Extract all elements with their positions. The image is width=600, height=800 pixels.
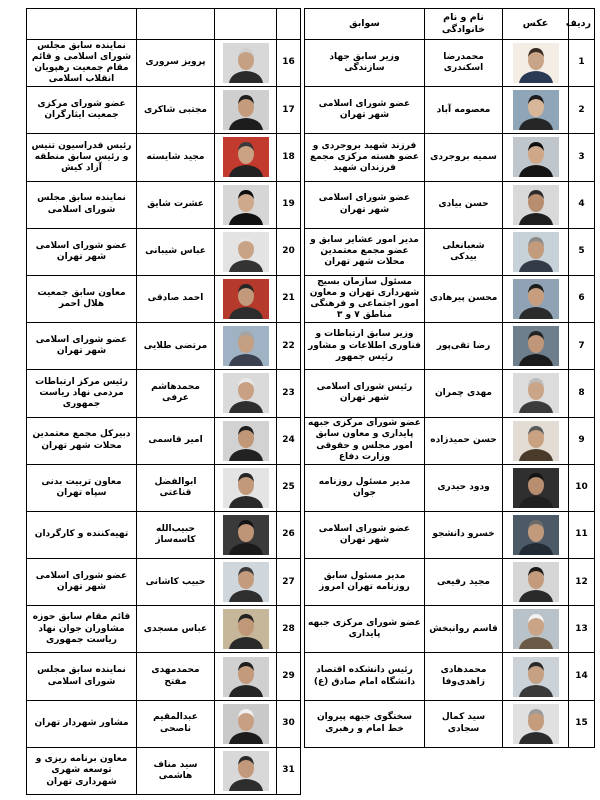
candidate-name: مرتضی طلایی	[137, 323, 215, 370]
table-row	[27, 323, 301, 370]
candidate-record: نماینده سابق مجلس شورای اسلامی	[27, 653, 137, 700]
row-number: 17	[277, 87, 301, 134]
row-number: 11	[569, 511, 595, 558]
table-row	[305, 559, 595, 606]
table-row	[305, 606, 595, 653]
portrait-photo	[513, 609, 559, 649]
portrait-photo	[223, 657, 269, 697]
row-number: 20	[277, 228, 301, 275]
candidate-record: عضو شورای اسلامی شهر تهران	[27, 228, 137, 275]
candidate-name: پرویز سروری	[137, 40, 215, 87]
table-row	[27, 181, 301, 228]
candidate-name: عبدالمقیم ناصحی	[137, 700, 215, 747]
row-number: 4	[569, 181, 595, 228]
table-row	[305, 87, 595, 134]
table-row	[27, 747, 301, 794]
photo-cell	[503, 559, 569, 606]
row-number: 31	[277, 747, 301, 794]
candidate-name: حبیب کاشانی	[137, 559, 215, 606]
candidate-name: عباس شیبانی	[137, 228, 215, 275]
photo-cell	[215, 323, 277, 370]
photo-cell	[215, 464, 277, 511]
candidate-name: عشرت شایق	[137, 181, 215, 228]
candidate-table-right	[304, 8, 595, 748]
table-row	[27, 606, 301, 653]
table-header-row	[305, 9, 595, 40]
photo-cell	[503, 511, 569, 558]
portrait-photo	[223, 562, 269, 602]
portrait-photo	[513, 515, 559, 555]
row-number: 19	[277, 181, 301, 228]
row-number: 23	[277, 370, 301, 417]
portrait-photo	[513, 232, 559, 272]
table-row	[27, 417, 301, 464]
candidate-record: عضو شورای اسلامی شهر تهران	[305, 181, 425, 228]
photo-cell	[215, 275, 277, 322]
photo-cell	[503, 606, 569, 653]
candidate-name: رضا تقی‌پور	[425, 323, 503, 370]
candidate-record: رئیس شورای اسلامی شهر تهران	[305, 370, 425, 417]
candidate-record: رئیس مرکز ارتباطات مردمی نهاد ریاست جمهوری	[27, 370, 137, 417]
row-number: 9	[569, 417, 595, 464]
candidate-name: محمدهاشم عرفی	[137, 370, 215, 417]
table-row	[305, 40, 595, 87]
candidate-record: قائم مقام سابق حوزه مشاوران جوان نهاد ریاست جمهوری	[27, 606, 137, 653]
portrait-photo	[223, 515, 269, 555]
candidate-record: معاون تربیت بدنی سپاه تهران	[27, 464, 137, 511]
photo-cell	[215, 559, 277, 606]
header-photo	[215, 9, 277, 40]
table-row	[305, 228, 595, 275]
photo-cell	[503, 464, 569, 511]
table-row	[305, 181, 595, 228]
portrait-photo	[223, 704, 269, 744]
row-number: 16	[277, 40, 301, 87]
row-number: 28	[277, 606, 301, 653]
candidate-name: حسن بیادی	[425, 181, 503, 228]
candidate-name: حسن حمیدزاده	[425, 417, 503, 464]
candidate-record: عضو شورای اسلامی شهر تهران	[27, 559, 137, 606]
photo-cell	[503, 134, 569, 181]
portrait-photo	[223, 137, 269, 177]
table-row	[27, 700, 301, 747]
table-row	[27, 275, 301, 322]
candidate-name: مهدی چمران	[425, 370, 503, 417]
portrait-photo	[513, 373, 559, 413]
table-row	[305, 417, 595, 464]
photo-cell	[503, 417, 569, 464]
table-row	[305, 511, 595, 558]
header-name	[137, 9, 215, 40]
photo-cell	[503, 40, 569, 87]
candidate-name: سید کمال سجادی	[425, 700, 503, 747]
portrait-photo	[513, 90, 559, 130]
portrait-photo	[223, 279, 269, 319]
candidate-record: معاون برنامه ریزی و توسعه شهری شهرداری تهران	[27, 747, 137, 794]
candidate-name: محمدرضا اسکندری	[425, 40, 503, 87]
candidate-name: مجید رفیعی	[425, 559, 503, 606]
table-row	[305, 653, 595, 700]
candidate-record: رئیس فدراسیون تنیس و رئیس سابق منطقه آزاد کیش	[27, 134, 137, 181]
row-number: 7	[569, 323, 595, 370]
portrait-photo	[513, 657, 559, 697]
photo-cell	[215, 228, 277, 275]
table-row	[27, 228, 301, 275]
photo-cell	[215, 747, 277, 794]
candidate-rows-left	[27, 40, 301, 795]
photo-cell	[503, 370, 569, 417]
table-row	[305, 323, 595, 370]
candidate-name: قاسم روانبخش	[425, 606, 503, 653]
portrait-photo	[223, 373, 269, 413]
table-row	[27, 87, 301, 134]
candidate-record: نماینده سابق مجلس شورای اسلامی و قائم مقام جمعیت رهپویان انقلاب اسلامی	[27, 40, 137, 87]
header-record	[27, 9, 137, 40]
candidate-record: عضو شورای مرکزی جبهه پایداری	[305, 606, 425, 653]
candidate-record: معاون سابق جمعیت هلال احمر	[27, 275, 137, 322]
photo-cell	[215, 134, 277, 181]
photo-cell	[503, 700, 569, 747]
photo-cell	[503, 87, 569, 134]
portrait-photo	[223, 468, 269, 508]
candidate-record: عضو شورای اسلامی شهر تهران	[305, 511, 425, 558]
portrait-photo	[513, 562, 559, 602]
portrait-photo	[513, 326, 559, 366]
candidate-name: سمیه بروجردی	[425, 134, 503, 181]
candidate-table-left	[26, 8, 301, 795]
portrait-photo	[513, 279, 559, 319]
header-row-number: ردیف	[569, 9, 595, 40]
portrait-photo	[513, 137, 559, 177]
table-row	[27, 370, 301, 417]
candidate-name: حبیب‌الله کاسه‌ساز	[137, 511, 215, 558]
row-number: 3	[569, 134, 595, 181]
table-row	[27, 559, 301, 606]
candidate-name: محمدمهدی مفتح	[137, 653, 215, 700]
candidate-record: نماینده سابق مجلس شورای اسلامی	[27, 181, 137, 228]
row-number: 15	[569, 700, 595, 747]
candidate-name: محسن پیرهادی	[425, 275, 503, 322]
photo-cell	[215, 606, 277, 653]
table-row	[305, 700, 595, 747]
row-number: 29	[277, 653, 301, 700]
candidate-record: دبیرکل مجمع معتمدین محلات شهر تهران	[27, 417, 137, 464]
photo-cell	[503, 653, 569, 700]
candidate-record: سخنگوی جبهه پیروان خط امام و رهبری	[305, 700, 425, 747]
table-row	[305, 370, 595, 417]
portrait-photo	[223, 90, 269, 130]
row-number: 13	[569, 606, 595, 653]
candidate-record: وزیر سابق جهاد سازندگی	[305, 40, 425, 87]
photo-cell	[215, 181, 277, 228]
table-row	[305, 464, 595, 511]
header-record: سوابق	[305, 9, 425, 40]
portrait-photo	[223, 185, 269, 225]
candidate-record: عضو شورای مرکزی جبهه پایداری و معاون سابق امور مجلس و حقوقی وزارت دفاع	[305, 417, 425, 464]
row-number: 22	[277, 323, 301, 370]
table-header-row	[27, 9, 301, 40]
candidate-name: شعبانعلی بیدکی	[425, 228, 503, 275]
candidate-name: مجتبی شاکری	[137, 87, 215, 134]
row-number: 12	[569, 559, 595, 606]
row-number: 30	[277, 700, 301, 747]
candidate-record: مدیر مسئول روزنامه جوان	[305, 464, 425, 511]
candidate-record: مدیر مسئول سابق روزنامه تهران امروز	[305, 559, 425, 606]
candidate-name: خسرو دانشجو	[425, 511, 503, 558]
candidate-name: عباس مسجدی	[137, 606, 215, 653]
row-number: 1	[569, 40, 595, 87]
candidate-name: مجید شایسته	[137, 134, 215, 181]
photo-cell	[215, 87, 277, 134]
row-number: 10	[569, 464, 595, 511]
portrait-photo	[513, 704, 559, 744]
table-row	[305, 275, 595, 322]
candidate-record: وزیر سابق ارتباطات و فناوری اطلاعات و مشاور رئیس جمهور	[305, 323, 425, 370]
row-number: 2	[569, 87, 595, 134]
candidate-record: عضو شورای اسلامی شهر تهران	[305, 87, 425, 134]
photo-cell	[215, 40, 277, 87]
portrait-photo	[223, 326, 269, 366]
portrait-photo	[513, 43, 559, 83]
table-row	[27, 653, 301, 700]
photo-cell	[215, 653, 277, 700]
table-row	[27, 134, 301, 181]
row-number: 5	[569, 228, 595, 275]
row-number: 8	[569, 370, 595, 417]
photo-cell	[215, 370, 277, 417]
candidate-name: امیر قاسمی	[137, 417, 215, 464]
candidate-name: ابوالفضل قناعتی	[137, 464, 215, 511]
photo-cell	[503, 181, 569, 228]
candidate-record: فرزند شهید بروجردی و عضو هسته مرکزی مجمع فرزندان شهید	[305, 134, 425, 181]
table-row	[305, 134, 595, 181]
row-number: 27	[277, 559, 301, 606]
portrait-photo	[513, 421, 559, 461]
row-number: 6	[569, 275, 595, 322]
portrait-photo	[223, 43, 269, 83]
photo-cell	[503, 323, 569, 370]
photo-cell	[503, 228, 569, 275]
table-row	[27, 464, 301, 511]
row-number: 18	[277, 134, 301, 181]
photo-cell	[215, 700, 277, 747]
portrait-photo	[223, 232, 269, 272]
photo-cell	[503, 275, 569, 322]
portrait-photo	[223, 751, 269, 791]
candidate-record: مسئول سازمان بسیج شهرداری تهران و معاون امور اجتماعی و فرهنگی مناطق ۷ و ۳	[305, 275, 425, 322]
table-row	[27, 40, 301, 87]
candidate-name: احمد صادقی	[137, 275, 215, 322]
candidate-record: مدیر امور عشایر سابق و عضو مجمع معتمدین محلات شهر تهران	[305, 228, 425, 275]
candidate-record: مشاور شهردار تهران	[27, 700, 137, 747]
row-number: 25	[277, 464, 301, 511]
candidate-record: عضو شورای اسلامی شهر تهران	[27, 323, 137, 370]
header-row-number	[277, 9, 301, 40]
portrait-photo	[223, 421, 269, 461]
table-row	[27, 511, 301, 558]
portrait-photo	[513, 468, 559, 508]
photo-cell	[215, 417, 277, 464]
row-number: 21	[277, 275, 301, 322]
candidate-rows-right	[305, 40, 595, 748]
portrait-photo	[513, 185, 559, 225]
header-photo: عکس	[503, 9, 569, 40]
candidate-name: ودود حیدری	[425, 464, 503, 511]
candidate-record: عضو شورای مرکزی جمعیت ایثارگران	[27, 87, 137, 134]
row-number: 26	[277, 511, 301, 558]
portrait-photo	[223, 609, 269, 649]
photo-cell	[215, 511, 277, 558]
candidate-name: سید مناف هاشمی	[137, 747, 215, 794]
row-number: 14	[569, 653, 595, 700]
candidate-name: معصومه آباد	[425, 87, 503, 134]
candidate-record: رئیس دانشکده اقتصاد دانشگاه امام صادق (ع)	[305, 653, 425, 700]
candidate-record: تهیه‌کننده و کارگردان	[27, 511, 137, 558]
candidate-name: محمدهادی زاهدی‌وفا	[425, 653, 503, 700]
header-name: نام و نام خانوادگی	[425, 9, 503, 40]
row-number: 24	[277, 417, 301, 464]
